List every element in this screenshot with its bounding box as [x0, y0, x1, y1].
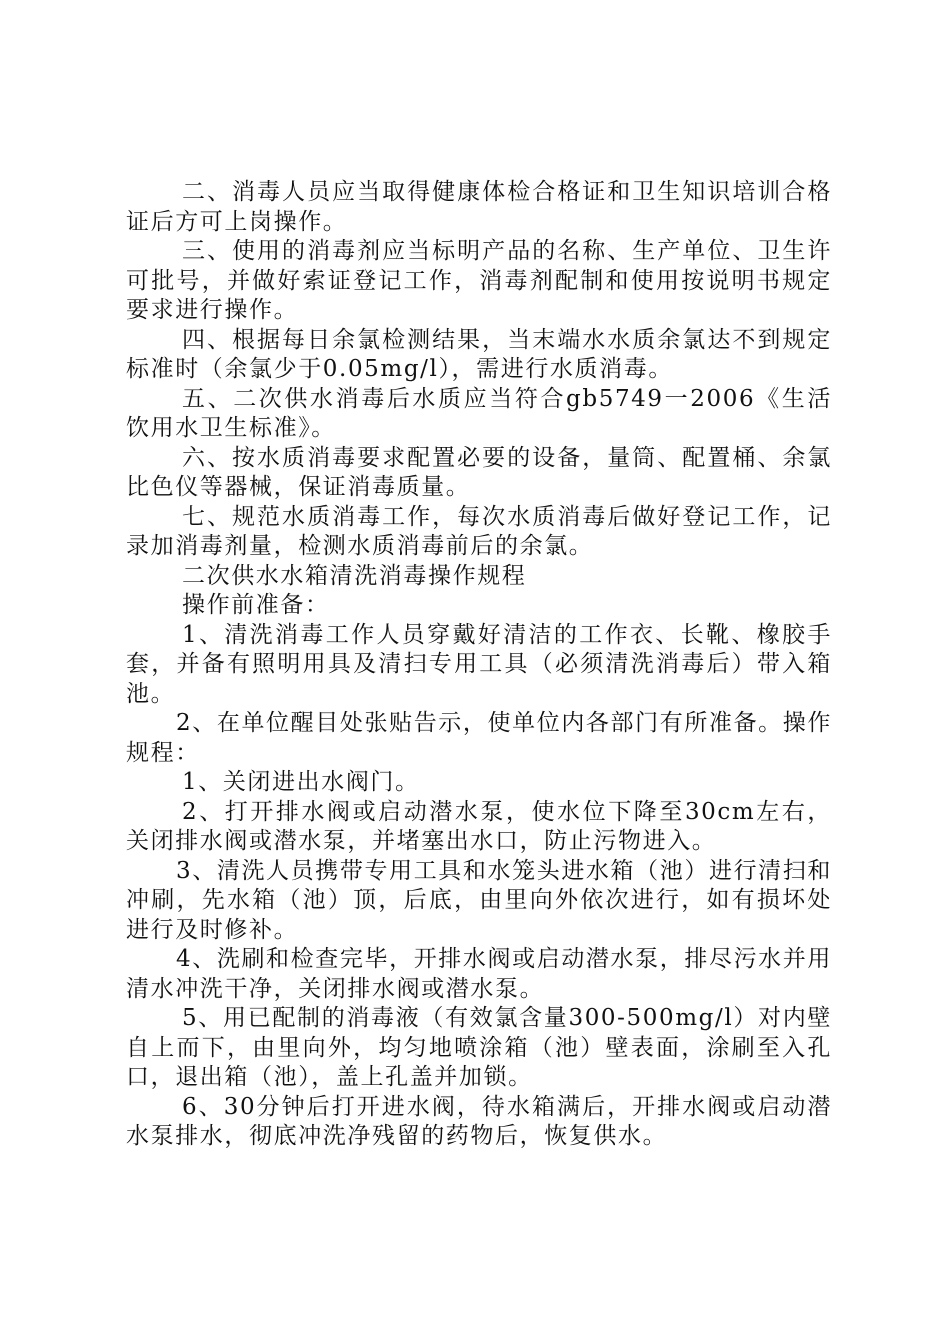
prep-step-1: 1、清洗消毒工作人员穿戴好清洁的工作衣、长靴、橡胶手套，并备有照明用具及清扫专用工具（必须清洗消毒后）带入箱池。: [126, 621, 832, 707]
procedure-step-4: 4、洗刷和检查完毕，开排水阀或启动潜水泵，排尽污水并用清水冲洗干净，关闭排水阀或潜水泵。: [126, 946, 832, 1002]
subheading-preparation: 操作前准备：: [182, 592, 330, 618]
paragraph-health-certificate: 二、消毒人员应当取得健康体检合格证和卫生知识培训合格证后方可上岗操作。: [126, 179, 832, 235]
prep-step-2: 2、在单位醒目处张贴告示，使单位内各部门有所准备。操作规程：: [126, 710, 832, 766]
paragraph-water-standard: 五、二次供水消毒后水质应当符合gb5749一2006《生活饮用水卫生标准》。: [126, 385, 832, 441]
procedure-step-5: 5、用已配制的消毒液（有效氯含量300-500mg/l）对内壁自上而下，由里向外，均匀地喷涂箱（池）壁表面，涂刷至入孔口，退出箱（池），盖上孔盖并加锁。: [126, 1005, 832, 1090]
paragraph-disinfectant-labeling: 三、使用的消毒剂应当标明产品的名称、生产单位、卫生许可批号，并做好索证登记工作，消毒剂配制和使用按说明书规定要求进行操作。: [126, 238, 832, 323]
procedure-step-3: 3、清洗人员携带专用工具和水笼头进水箱（池）进行清扫和冲刷，先水箱（池）顶，后底，由里向外依次进行，如有损坏处进行及时修补。: [126, 857, 832, 943]
procedure-step-6: 6、30分钟后打开进水阀，待水箱满后，开排水阀或启动潜水泵排水，彻底冲洗净残留的药物后，恢复供水。: [126, 1093, 832, 1149]
procedure-step-1: 1、关闭进出水阀门。: [182, 769, 420, 795]
section-heading-tank-cleaning: 二次供水水箱清洗消毒操作规程: [182, 562, 527, 589]
paragraph-residual-chlorine: 四、根据每日余氯检测结果，当末端水水质余氯达不到规定标准时（余氯少于0.05mg/l），需进行水质消毒。: [126, 326, 832, 382]
paragraph-registration: 七、规范水质消毒工作，每次水质消毒后做好登记工作，记录加消毒剂量，检测水质消毒前后的余氯。: [126, 503, 832, 559]
procedure-step-2: 2、打开排水阀或启动潜水泵，使水位下降至30cm左右，关闭排水阀或潜水泵，并堵塞出水口，防止污物进入。: [126, 798, 832, 854]
paragraph-equipment: 六、按水质消毒要求配置必要的设备，量筒、配置桶、余氯比色仪等器械，保证消毒质量。: [126, 444, 832, 500]
document-body: [126, 178, 832, 1152]
